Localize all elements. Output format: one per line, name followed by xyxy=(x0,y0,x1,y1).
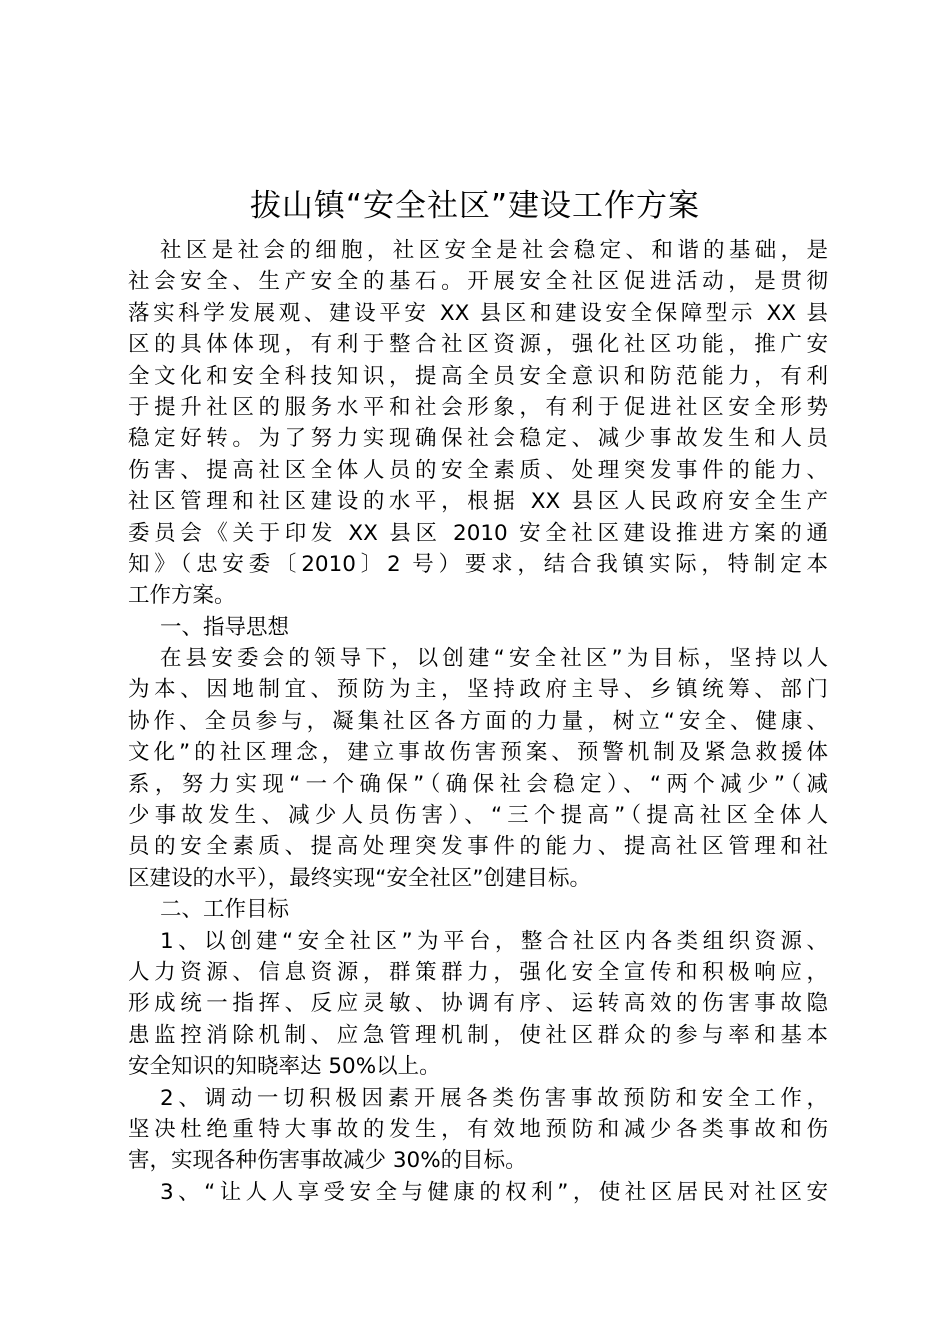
text-line: 文化”的社区理念，建立事故伤害预案、预警机制及紧急救援体 xyxy=(128,740,828,766)
text-line: 系，努力实现“一个确保”（确保社会稳定）、“两个减少”（减 xyxy=(128,771,828,797)
text-line: 坚决杜绝重特大事故的发生，有效地预防和减少各类事故和伤 xyxy=(128,1116,828,1142)
text-line: 在县安委会的领导下，以创建“安全社区”为目标，坚持以人 xyxy=(160,646,828,672)
text-line: 于提升社区的服务水平和社会形象，有利于促进社区安全形势 xyxy=(128,394,828,420)
text-line: 3、“让人人享受安全与健康的权利”，使社区居民对社区安 xyxy=(160,1179,828,1205)
text-line: 社区管理和社区建设的水平，根据 XX 县区人民政府安全生产 xyxy=(128,489,828,515)
text-line: 协作、全员参与，凝集社区各方面的力量，树立“安全、健康、 xyxy=(128,708,828,734)
text-line: 安全知识的知晓率达 50%以上。 xyxy=(128,1054,441,1080)
text-line: 害，实现各种伤害事故减少 30%的目标。 xyxy=(128,1148,527,1174)
text-line: 社区是社会的细胞，社区安全是社会稳定、和谐的基础，是 xyxy=(160,238,828,263)
text-line: 伤害、提高社区全体人员的安全素质、处理突发事件的能力、 xyxy=(128,457,828,483)
text-line: 1、以创建“安全社区”为平台，整合社区内各类组织资源、 xyxy=(160,928,828,954)
document-title: 拔山镇“安全社区”建设工作方案 xyxy=(249,188,701,224)
text-line: 社会安全、生产安全的基石。开展安全社区促进活动，是贯彻 xyxy=(128,269,828,295)
text-line: 二、工作目标 xyxy=(160,897,290,923)
text-line: 人力资源、信息资源，群策群力，强化安全宣传和积极响应， xyxy=(128,959,828,985)
text-line: 区的具体体现，有利于整合社区资源，强化社区功能，推广安 xyxy=(128,332,828,358)
text-line: 形成统一指挥、反应灵敏、协调有序、运转高效的伤害事故隐 xyxy=(128,991,828,1017)
text-line: 一、指导思想 xyxy=(160,614,290,640)
text-line: 2、调动一切积极因素开展各类伤害事故预防和安全工作， xyxy=(160,1085,828,1111)
text-line: 为本、因地制宜、预防为主，坚持政府主导、乡镇统筹、部门 xyxy=(128,677,828,703)
text-line: 知》（忠安委〔2010〕2 号）要求，结合我镇实际，特制定本 xyxy=(128,551,828,577)
text-line: 工作方案。 xyxy=(128,583,236,609)
text-line: 稳定好转。为了努力实现确保社会稳定、减少事故发生和人员 xyxy=(128,426,828,452)
text-line: 区建设的水平），最终实现“安全社区”创建目标。 xyxy=(128,865,592,891)
text-line: 少事故发生、减少人员伤害）、“三个提高”（提高社区全体人 xyxy=(128,803,828,829)
text-line: 落实科学发展观、建设平安 XX 县区和建设安全保障型示 XX 县 xyxy=(128,300,828,326)
text-line: 全文化和安全科技知识，提高全员安全意识和防范能力，有利 xyxy=(128,363,828,389)
text-line: 患监控消除机制、应急管理机制，使社区群众的参与率和基本 xyxy=(128,1022,828,1048)
text-line: 员的安全素质、提高处理突发事件的能力、提高社区管理和社 xyxy=(128,834,828,860)
document-body xyxy=(128,235,828,1208)
text-line: 委员会《关于印发 XX 县区 2010 安全社区建设推进方案的通 xyxy=(128,520,828,546)
